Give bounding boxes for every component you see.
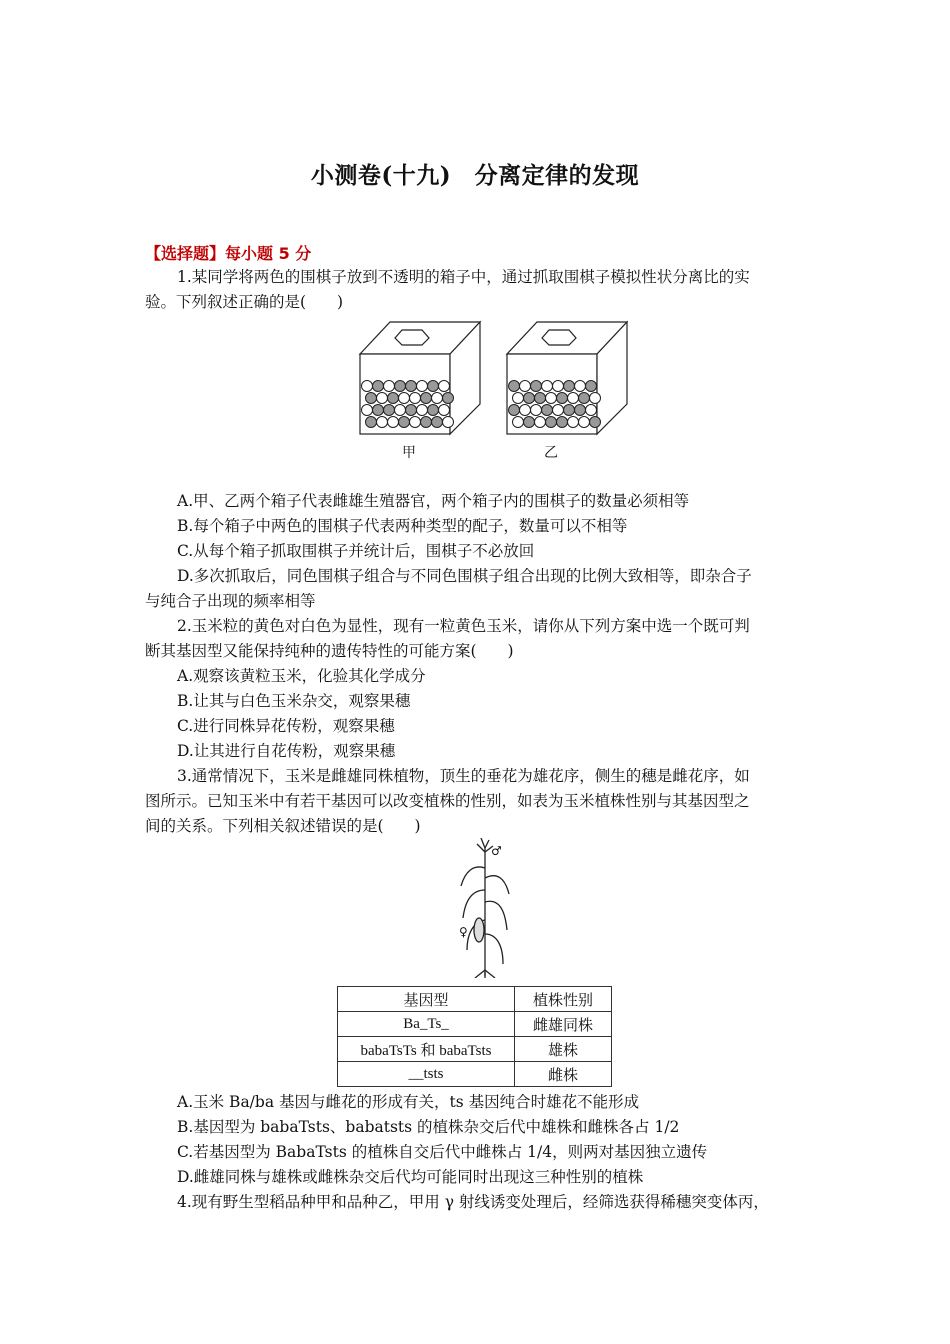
q3-stem-line1: 3.通常情况下，玉米是雌雄同株植物，顶生的垂花为雄花序，侧生的穗是雌花序，如 [177,767,750,785]
q1-stem-line2: 验。下列叙述正确的是( ) [145,293,344,311]
dark-go-stone [443,393,454,404]
q4-stem-line1: 4.现有野生型稻品种甲和品种乙，甲用 γ 射线诱变处理后，经筛选获得稀穗突变体丙， [177,1193,769,1211]
table-header-sex: 植株性别 [515,987,612,1012]
q1-option-b: B.每个箱子中两色的围棋子代表两种类型的配子，数量可以不相等 [177,517,628,535]
table-header-genotype: 基因型 [338,987,515,1012]
white-go-stone [568,393,579,404]
corn-plant-figure [455,838,515,978]
dark-go-stone [564,381,575,392]
dark-go-stone [564,405,575,416]
dark-go-stone [509,381,520,392]
white-go-stone [362,381,373,392]
white-go-stone [417,381,428,392]
dark-go-stone [524,417,535,428]
white-go-stone [513,393,524,404]
table-cell: 雌雄同株 [515,1012,612,1037]
q2-option-a: A.观察该黄粒玉米，化验其化学成分 [177,667,426,685]
box-jia [360,322,480,434]
dark-go-stone [421,417,432,428]
q1-stem-line1: 1.某同学将两色的围棋子放到不透明的箱子中，通过抓取围棋子模拟性状分离比的实 [177,268,750,286]
white-go-stone [410,393,421,404]
dark-go-stone [366,393,377,404]
table-row [338,1012,612,1037]
q2-option-d: D.让其进行自花传粉，观察果穗 [177,742,396,760]
white-go-stone [395,405,406,416]
white-go-stone [399,393,410,404]
dark-go-stone [366,417,377,428]
white-go-stone [586,405,597,416]
q1-option-d-line1: D.多次抓取后，同色围棋子组合与不同色围棋子组合出现的比例大致相等，即杂合子 [177,567,752,585]
white-go-stone [443,417,454,428]
white-go-stone [553,381,564,392]
dark-go-stone [590,417,601,428]
dark-go-stone [395,381,406,392]
white-go-stone [535,417,546,428]
dark-go-stone [428,381,439,392]
q3-option-a: A.玉米 Ba/ba 基因与雌花的形成有关，ts 基因纯合时雄花不能形成 [177,1093,640,1111]
dark-go-stone [509,405,520,416]
white-go-stone [388,417,399,428]
table-header-row [338,987,612,1012]
white-go-stone [377,393,388,404]
female-symbol: ♀ [459,925,468,939]
q3-option-b: B.基因型为 babaTsts、babatsts 的植株杂交后代中雄株和雌株各占 1/2 [177,1118,680,1136]
q1-option-d-line2: 与纯合子出现的频率相等 [145,592,316,610]
table-cell: 雄株 [515,1037,612,1062]
white-go-stone [410,417,421,428]
dark-go-stone [373,405,384,416]
q3-option-c: C.若基因型为 BabaTsts 的植株自交后代中雌株占 1/4，则两对基因独立遗传 [177,1143,708,1161]
dark-go-stone [575,405,586,416]
go-stones-boxes-figure [357,320,647,445]
q3-stem-line3: 间的关系。下列相关叙述错误的是( ) [145,817,421,835]
table-row [338,1062,612,1087]
dark-go-stone [535,393,546,404]
dark-go-stone [406,381,417,392]
dark-go-stone [557,393,568,404]
table-row [338,1037,612,1062]
box-yi [507,322,627,434]
dark-go-stone [586,381,597,392]
q2-stem-line2: 断其基因型又能保持纯种的遗传特性的可能方案( ) [145,642,514,660]
white-go-stone [417,405,428,416]
dark-go-stone [579,393,590,404]
table-cell: 雌株 [515,1062,612,1087]
section-heading: 【选择题】每小题 5 分 [145,244,312,263]
white-go-stone [542,381,553,392]
white-go-stone [531,405,542,416]
dark-go-stone [421,393,432,404]
white-go-stone [432,393,443,404]
white-go-stone [568,417,579,428]
white-go-stone [553,405,564,416]
white-go-stone [520,405,531,416]
genotype-table [337,986,612,1087]
white-go-stone [439,381,450,392]
dark-go-stone [557,417,568,428]
dark-go-stone [373,381,384,392]
dark-go-stone [546,417,557,428]
dark-go-stone [406,405,417,416]
page-title: 小测卷(十九) 分离定律的发现 [310,162,640,189]
dark-go-stone [432,417,443,428]
q2-option-b: B.让其与白色玉米杂交，观察果穗 [177,692,411,710]
white-go-stone [579,417,590,428]
q1-option-c: C.从每个箱子抓取围棋子并统计后，围棋子不必放回 [177,542,535,560]
q3-stem-line2: 图所示。已知玉米中有若干基因可以改变植株的性别，如表为玉米植株性别与其基因型之 [145,792,750,810]
white-go-stone [377,417,388,428]
q3-option-d: D.雌雄同株与雄株或雌株杂交后代均可能同时出现这三种性别的植株 [177,1168,644,1186]
white-go-stone [513,417,524,428]
box-label-yi: 乙 [544,445,558,461]
white-go-stone [546,393,557,404]
white-go-stone [590,393,601,404]
dark-go-stone [542,405,553,416]
dark-go-stone [531,381,542,392]
table-cell: Ba_Ts_ [338,1012,515,1037]
table-cell: __tsts [338,1062,515,1087]
dark-go-stone [384,405,395,416]
q2-stem-line1: 2.玉米粒的黄色对白色为显性，现有一粒黄色玉米，请你从下列方案中选一个既可判 [177,617,750,635]
q2-option-c: C.进行同株异花传粉，观察果穗 [177,717,395,735]
male-symbol: ♂ [491,844,502,858]
white-go-stone [575,381,586,392]
dark-go-stone [399,417,410,428]
white-go-stone [384,381,395,392]
q1-option-a: A.甲、乙两个箱子代表雌雄生殖器官，两个箱子内的围棋子的数量必须相等 [177,492,690,510]
box-label-jia: 甲 [402,445,416,461]
white-go-stone [520,381,531,392]
table-cell: babaTsTs 和 babaTsts [338,1037,515,1062]
dark-go-stone [524,393,535,404]
white-go-stone [362,405,373,416]
white-go-stone [439,405,450,416]
dark-go-stone [428,405,439,416]
dark-go-stone [388,393,399,404]
